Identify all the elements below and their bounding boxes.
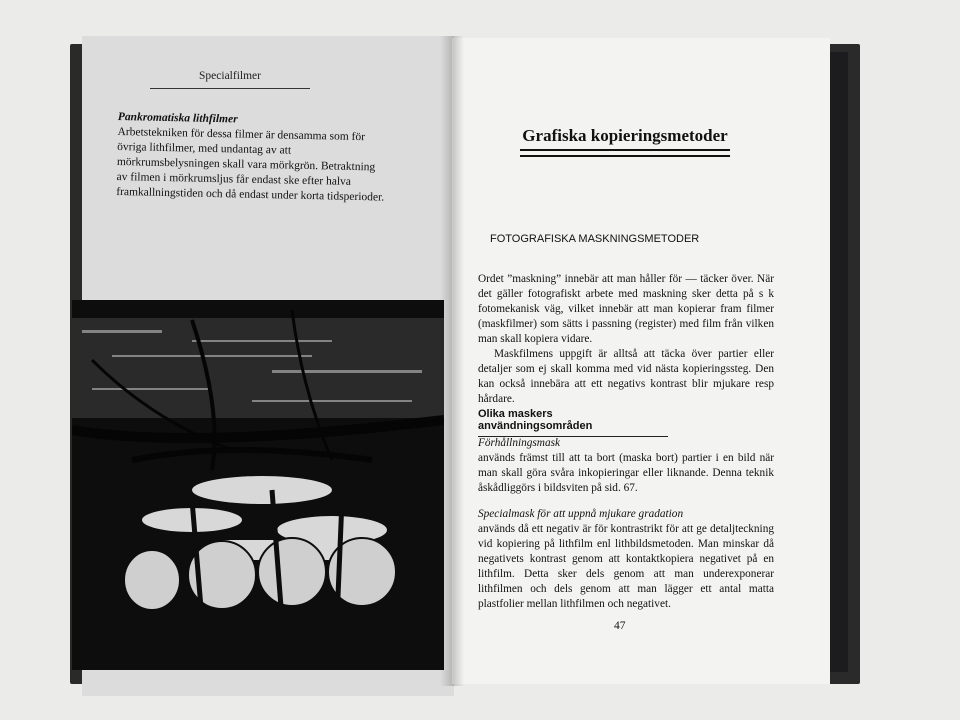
mask2-text: används då ett negativ är för kontrastrikt för att ge detaljteckning vid kopiering på lithfilm enl lithbildsmetoden. Man minskar då negativets kontrast genom att kontaktkopiera negativet på en lithfilm. Detta sker dels genom att man underexponerar lithfilmen och dels genom att man lägger ett antal matta plastfolier mellan lithfilmen och negativet. bbox=[478, 523, 774, 610]
mask2-block bbox=[478, 507, 774, 612]
left-subheading: Pankromatiska lithfilmer bbox=[117, 110, 238, 126]
book-gutter bbox=[440, 36, 464, 686]
page-number: 47 bbox=[614, 620, 626, 632]
section-heading: FOTOGRAFISKA MASKNINGSMETODER bbox=[490, 233, 700, 245]
chapter-title: Grafiska kopieringsmetoder bbox=[520, 126, 730, 157]
mask1-block bbox=[478, 436, 774, 496]
intro-paragraph: Ordet ”maskning” innebär att man håller för — täcker över. När det gäller fotografiskt arbete med maskning sker detta på s k fotomekanisk väg, vilket innebär att man kopierar fram filmer (maskfilmer) som sätts i passning (register) med film från vilken man skall kopiera vidare. bbox=[478, 273, 774, 345]
left-page-text bbox=[116, 110, 388, 206]
left-paragraph: Arbetstekniken för dessa filmer är densamma som för övriga lithfilmer, med undantag av att mörkrumsbelysningen skall vara mörkgrön. Betraktning av filmen i mörkrumsljus får endast ske efter halva framkallningstiden och då endast under korta tidsperioder. bbox=[116, 125, 385, 204]
mask2-heading: Specialmask för att uppnå mjukare gradation bbox=[478, 508, 684, 520]
lith-photo bbox=[72, 300, 444, 670]
intro-block bbox=[478, 272, 774, 407]
subsection-heading: Olika maskers användningsområden bbox=[478, 408, 668, 437]
mask1-heading: Förhållningsmask bbox=[478, 437, 561, 449]
mask1-text: används främst till att ta bort (maska bort) partier i en bild när man skall göra svåra inkopieringar eller liknande. Denna teknik åskådliggörs i bildsviten på sid. 67. bbox=[478, 452, 774, 494]
running-head: Specialfilmer bbox=[150, 70, 310, 89]
second-paragraph: Maskfilmens uppgift är alltså att täcka över partier eller detaljer som ej skall komma med vid nästa kopieringssteg. Den kan också innebära att ett negativs kontrast blir mjukare resp hårdare. bbox=[478, 348, 774, 405]
